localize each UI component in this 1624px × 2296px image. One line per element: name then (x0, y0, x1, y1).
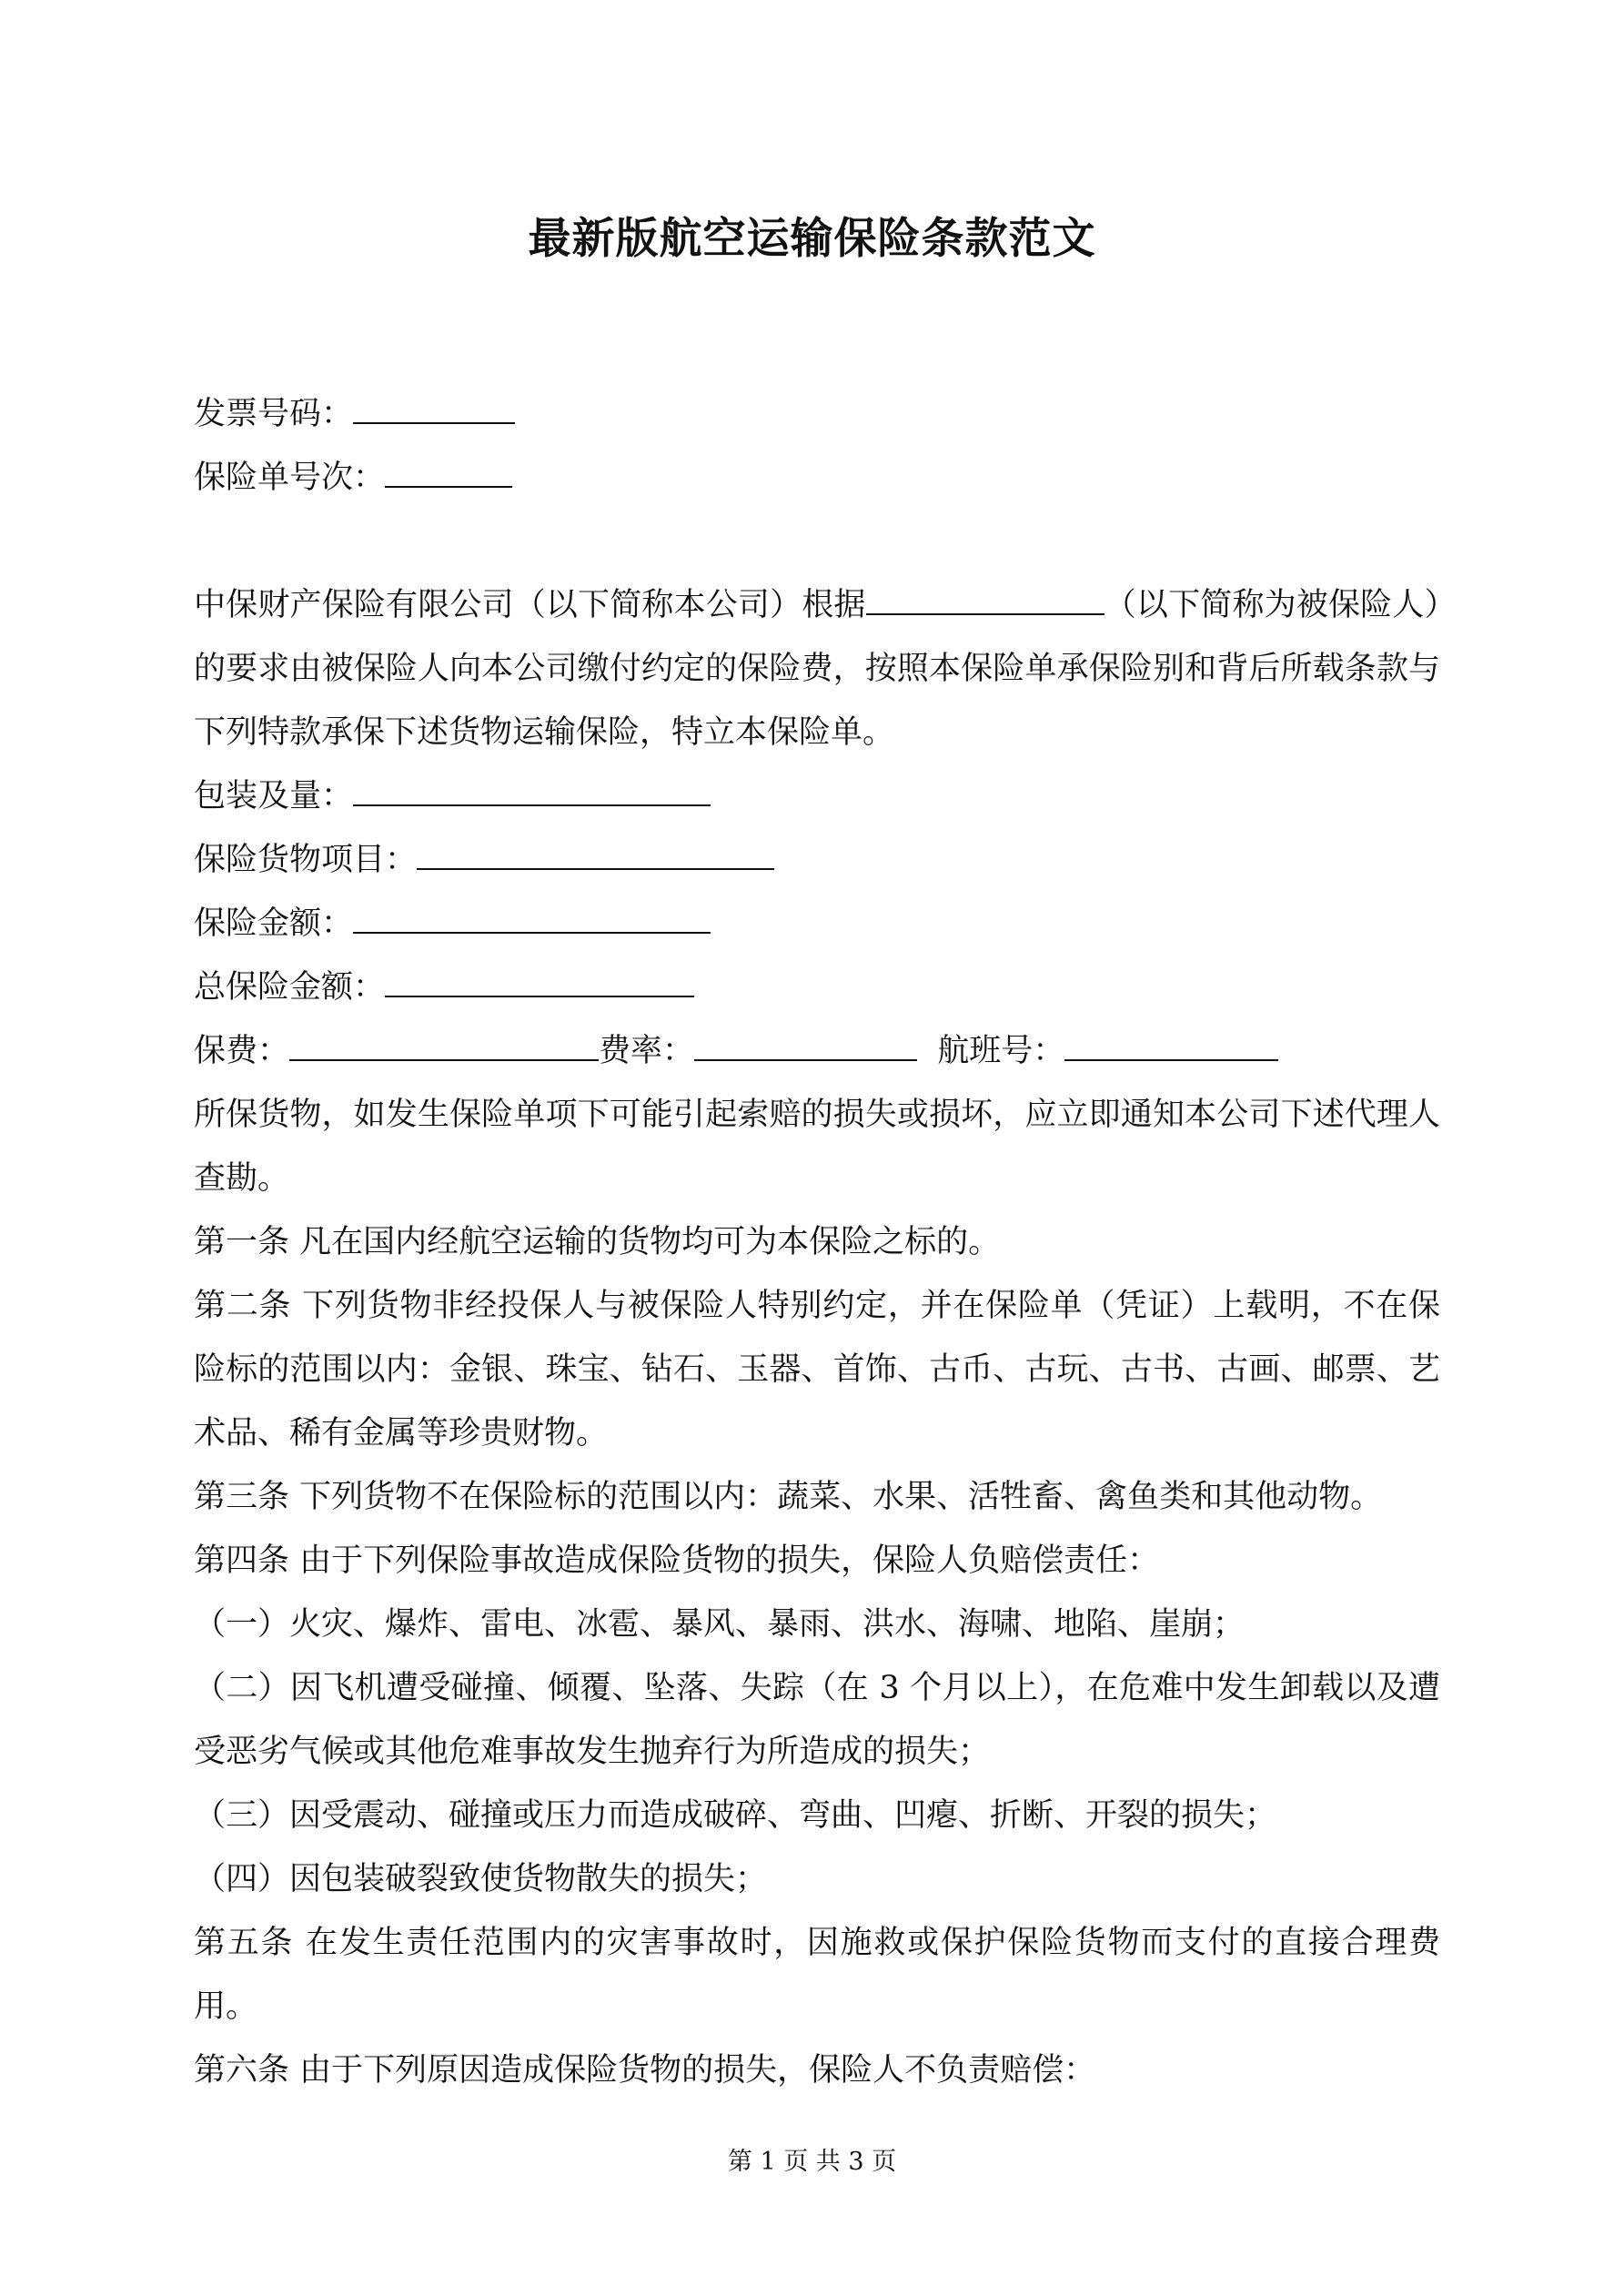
packing-label: 包装及量： (194, 778, 354, 814)
article-4-item-2: （二）因飞机遭受碰撞、倾覆、坠落、失踪（在 3 个月以上），在危难中发生卸载以及遭受恶劣气候或其他危难事故发生抛弃行为所造成的损失； (194, 1670, 1440, 1770)
article-4-item-4: （四）因包装破裂致使货物散失的损失； (194, 1861, 768, 1897)
document-title: 最新版航空运输保险条款范文 (528, 214, 1096, 264)
page-number: 第 1 页 共 3 页 (727, 2148, 897, 2176)
rate-blank (694, 1034, 917, 1061)
article-5: 第五条 在发生责任范围内的灾害事故时，因施救或保护保险货物而支付的直接合理费用。 (194, 1925, 1440, 2025)
rate-label: 费率： (599, 1033, 695, 1069)
policy-number-label: 保险单号次： (194, 460, 386, 496)
premium-blank (289, 1034, 599, 1061)
document-body (194, 382, 1440, 2102)
blank-line (194, 510, 1440, 573)
goods-blank (417, 843, 774, 870)
goods-label: 保险货物项目： (194, 842, 418, 878)
policy-number-line (194, 446, 1440, 510)
flight-blank (1064, 1034, 1278, 1061)
total-amount-blank (385, 970, 694, 997)
notice-paragraph: 所保货物，如发生保险单项下可能引起索赔的损失或损坏，应立即通知本公司下述代理人查勘。 (194, 1097, 1440, 1197)
intro-paragraph (194, 573, 1440, 764)
amount-label: 保险金额： (194, 905, 354, 942)
total-amount-label: 总保险金额： (194, 969, 386, 1006)
invoice-number-line (194, 382, 1440, 446)
article-4: 第四条 由于下列保险事故造成保险货物的损失，保险人负赔偿责任： (194, 1542, 1160, 1579)
intro-text-b: （以下简称为被保险人）的要求由被保险人向本公司缴付约定的保险费，按照本保险单承保险别和背后所载条款与下列特款承保下述货物运输保险，特立本保险单。 (194, 587, 1440, 751)
packing-blank (353, 779, 711, 806)
article-2: 第二条 下列货物非经投保人与被保险人特别约定，并在保险单（凭证）上载明，不在保险标的范围以内：金银、珠宝、钻石、玉器、首饰、古币、古玩、古书、古画、邮票、艺术品、稀有金属等珍贵财物。 (194, 1288, 1440, 1451)
article-4-item-3: （三）因受震动、碰撞或压力而造成破碎、弯曲、凹瘪、折断、开裂的损失； (194, 1797, 1277, 1834)
total-amount-line (194, 956, 1440, 1019)
goods-line (194, 828, 1440, 892)
article-6: 第六条 由于下列原因造成保险货物的损失，保险人不负责赔偿： (194, 2052, 1096, 2089)
invoice-number-label: 发票号码： (194, 396, 354, 432)
invoice-number-blank (353, 397, 515, 424)
amount-blank (353, 906, 711, 934)
article-4-item-1: （一）火灾、爆炸、雷电、冰雹、暴风、暴雨、洪水、海啸、地陷、崖崩； (194, 1606, 1246, 1643)
article-1: 第一条 凡在国内经航空运输的货物均可为本保险之标的。 (194, 1224, 1001, 1260)
premium-line (194, 1019, 1440, 1083)
article-3: 第三条 下列货物不在保险标的范围以内：蔬菜、水果、活牲畜、禽鱼类和其他动物。 (194, 1479, 1383, 1515)
policy-number-blank (385, 460, 512, 488)
intro-text-a: 中保财产保险有限公司（以下简称本公司）根据 (194, 587, 866, 623)
premium-label: 保费： (194, 1033, 290, 1069)
insured-name-blank (866, 588, 1105, 615)
amount-line (194, 892, 1440, 956)
flight-label: 航班号： (937, 1033, 1065, 1069)
packing-line (194, 764, 1440, 828)
